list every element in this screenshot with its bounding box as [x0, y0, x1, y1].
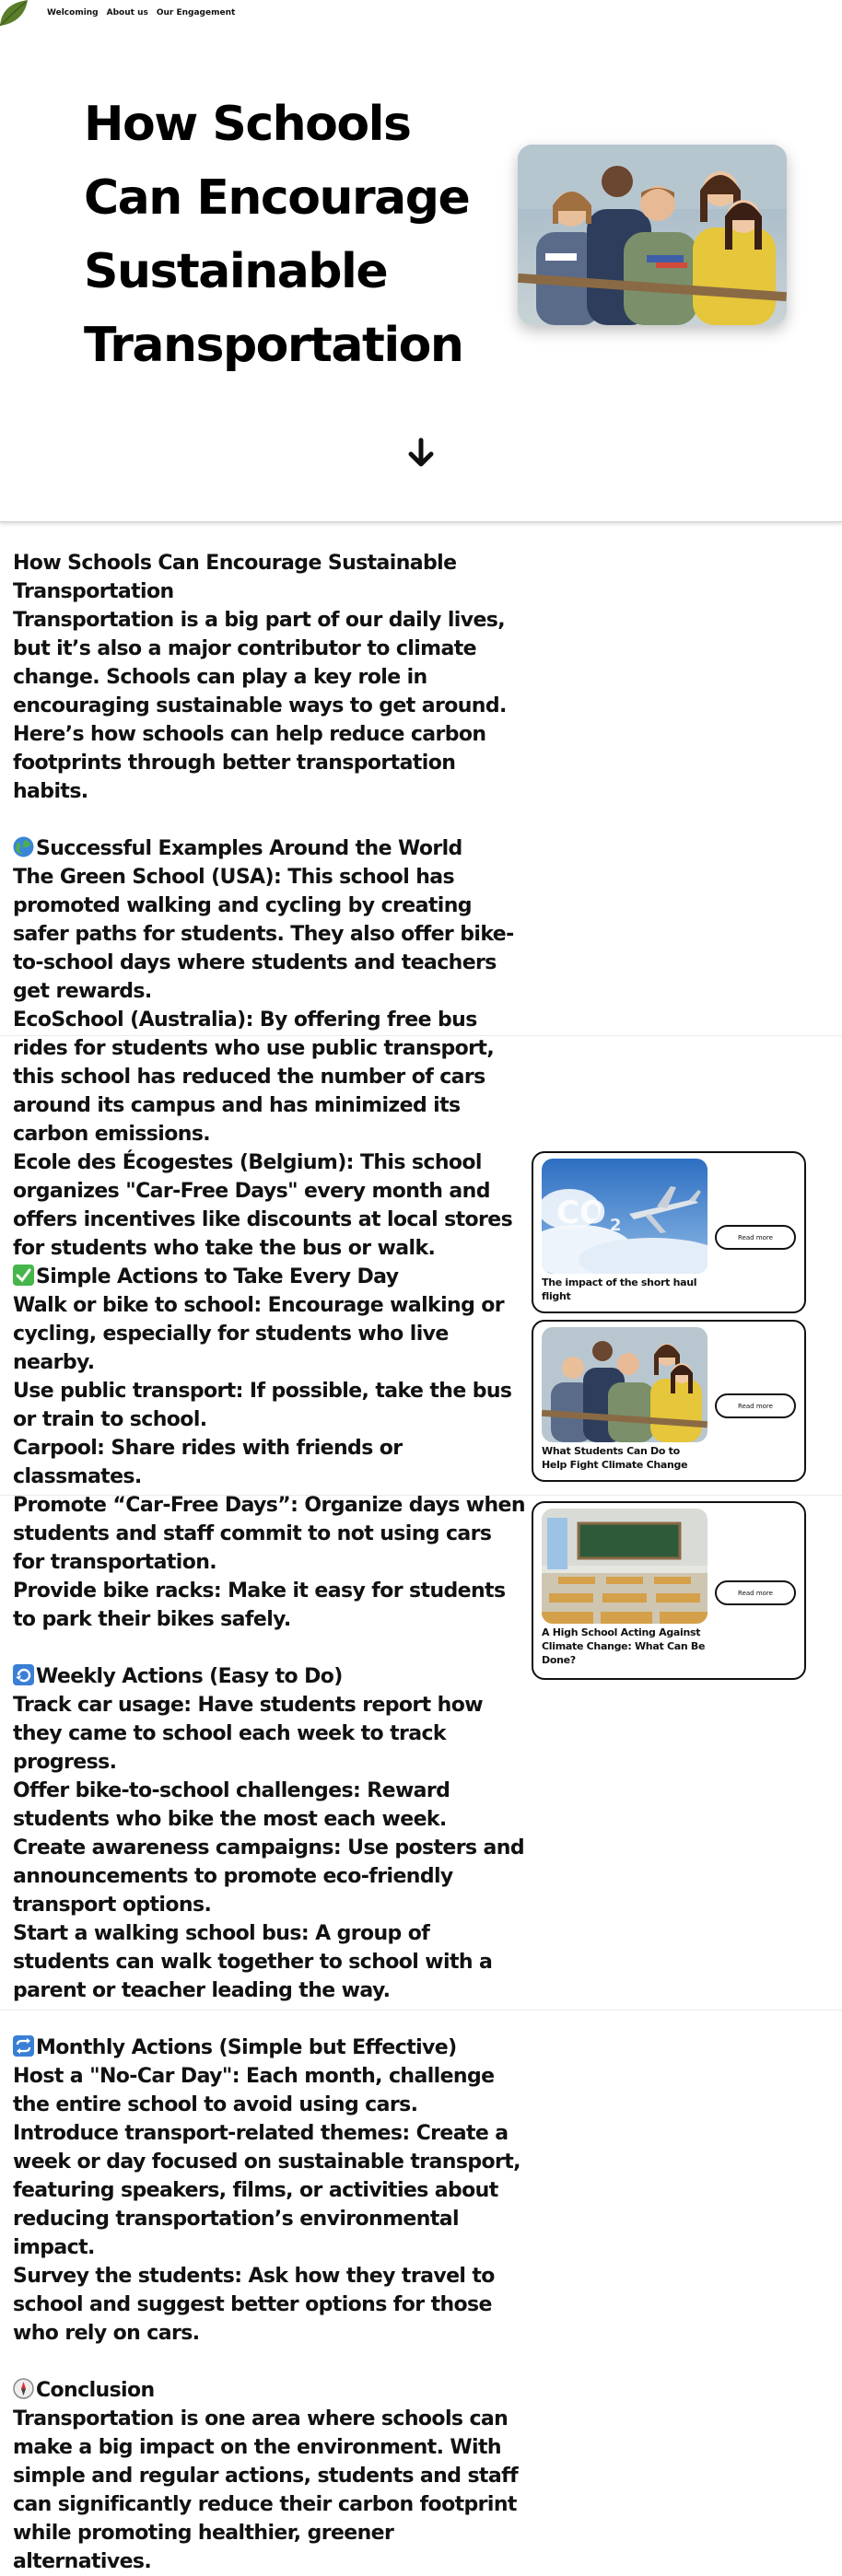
- section-heading: [13, 2376, 525, 2405]
- paragraph-line: Transportation is one area where schools can make a big impact on the environment. With simple and regular actions, students and staff can significantly reduce their carbon footprint while promoting healthier, greener alternatives.: [13, 2407, 519, 2573]
- nav-links: [47, 8, 235, 17]
- section-title: Successful Examples Around the World: [36, 837, 462, 860]
- section-title: Conclusion: [36, 2379, 155, 2402]
- card-title: The impact of the short haul flight: [542, 1276, 697, 1302]
- related-article-card[interactable]: [532, 1501, 806, 1680]
- related-article-card[interactable]: [532, 1151, 806, 1313]
- paragraph-line: Provide bike racks: Make it easy for students to park their bikes safely.: [13, 1579, 506, 1631]
- section-title: Weekly Actions (Easy to Do): [36, 1665, 343, 1688]
- paragraph-line: Promote “Car-Free Days”: Organize days when students and staff commit to not using cars for transportation.: [13, 1494, 525, 1574]
- section-heading: [13, 1263, 525, 1291]
- cycle-icon: [13, 1664, 34, 1685]
- hero-title: How Schools Can Encourage Sustainable Transportation: [84, 97, 470, 373]
- article-intro: Transportation is a big part of our daily lives, but it’s also a major contributor to climate change. Schools can play a key role in encouraging sustainable ways to get around. Here’s how schools can help reduce carbon footprints through better transportation habits.: [13, 609, 507, 803]
- read-more-button[interactable]: Read more: [715, 1225, 796, 1250]
- hero-students-image: [518, 145, 787, 325]
- paragraph-line: Track car usage: Have students report how they came to school each week to track progress.: [13, 1694, 483, 1774]
- read-more-button[interactable]: Read more: [715, 1393, 796, 1418]
- card-title: What Students Can Do to Help Fight Climate Change: [542, 1445, 688, 1471]
- scroll-down-arrow-icon[interactable]: [403, 435, 439, 472]
- nav-item-welcoming[interactable]: Welcoming: [47, 8, 99, 17]
- section-heading: [13, 2034, 525, 2062]
- related-article-card[interactable]: [532, 1320, 806, 1482]
- compass-icon: [13, 2378, 34, 2399]
- svg-text:2: 2: [610, 1216, 622, 1235]
- article-heading: How Schools Can Encourage Sustainable Transportation: [13, 552, 457, 603]
- paragraph-line: Survey the students: Ask how they travel to school and suggest better options for those who rely on cars.: [13, 2265, 495, 2345]
- checkmark-icon: [13, 1265, 34, 1286]
- paragraph-line: Carpool: Share rides with friends or classmates.: [13, 1437, 403, 1488]
- svg-text:CO: CO: [556, 1195, 606, 1231]
- paragraph-line: Offer bike-to-school challenges: Reward students who bike the most each week.: [13, 1779, 450, 1831]
- classroom-image: [542, 1509, 708, 1624]
- repeat-icon: [13, 2035, 34, 2057]
- co2-airplane-image: [542, 1159, 708, 1274]
- nav-item-about-us[interactable]: About us: [106, 8, 148, 17]
- students-group-image: [542, 1327, 708, 1442]
- article-body: [13, 549, 525, 2576]
- hero-section: [0, 0, 842, 522]
- leaf-logo-icon[interactable]: [0, 0, 28, 26]
- top-nav: [0, 0, 842, 29]
- paragraph-line: The Green School (USA): This school has promoted walking and cycling by creating safer paths for students. They also offer bike-to-school days where students and teachers get rewards.: [13, 866, 514, 1003]
- section-title: Monthly Actions (Simple but Effective): [36, 2036, 457, 2059]
- nav-item-our-engagement[interactable]: Our Engagement: [156, 8, 236, 17]
- paragraph-line: Introduce transport-related themes: Create a week or day focused on sustainable transport, featuring speakers, films, or activities about reducing transportation’s environmental impact.: [13, 2122, 520, 2259]
- paragraph-line: EcoSchool (Australia): By offering free bus rides for students who use public transport, this school has reduced the number of cars around its campus and has minimized its carbon emissions.: [13, 1008, 495, 1146]
- section-title: Simple Actions to Take Every Day: [36, 1265, 399, 1288]
- card-title: A High School Acting Against Climate Change: What Can Be Done?: [542, 1626, 706, 1666]
- paragraph-line: Use public transport: If possible, take the bus or train to school.: [13, 1380, 512, 1431]
- read-more-button[interactable]: Read more: [715, 1580, 796, 1605]
- paragraph-line: Walk or bike to school: Encourage walking or cycling, especially for students who live nearby.: [13, 1294, 505, 1374]
- section-heading: [13, 834, 525, 863]
- paragraph-line: Host a "No-Car Day": Each month, challenge the entire school to avoid using cars.: [13, 2065, 495, 2116]
- paragraph-line: Ecole des Écogestes (Belgium): This school organizes "Car-Free Days" every month and offers incentives like discounts at local stores for students who take the bus or walk.: [13, 1151, 513, 1260]
- globe-icon: [13, 836, 34, 857]
- section-heading: [13, 1662, 525, 1691]
- paragraph-line: Create awareness campaigns: Use posters and announcements to promote eco-friendly transport options.: [13, 1836, 524, 1917]
- paragraph-line: Start a walking school bus: A group of students can walk together to school with a parent or teacher leading the way.: [13, 1922, 493, 2002]
